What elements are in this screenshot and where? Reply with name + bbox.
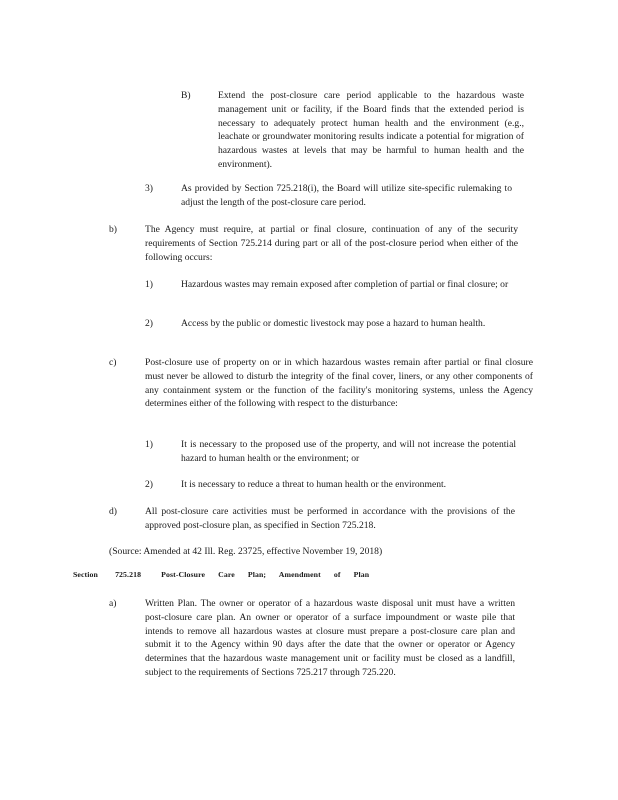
paragraph-a: Written Plan. The owner or operator of a hazardous waste disposal unit must have a written post-closure care plan. An owner or operator of a surface impoundment or waste pile that intends to remove all hazardous wastes at closure must prepare a post-closure care plan and submit it to the Agency within 90 days after the date that the owner or operator or Agency determines that the hazardous waste management unit or facility must be closed as a landfill, subject to the requirements of Sections 725.217 through 725.220. — [145, 598, 515, 678]
paragraph-B: Extend the post-closure care period applicable to the hazardous waste management unit or facility, if the Board finds that the extended period is necessary to adequately protect human health and the environment (e.g., leachate or groundwater monitoring results indicate a potential for migration of hazardous wastes at levels that may be harmful to human health and the environment). — [218, 90, 524, 170]
paragraph-b2: Access by the public or domestic livestock may pose a hazard to human health. — [181, 318, 486, 329]
item-label: 1) — [145, 439, 153, 450]
paragraph-b: The Agency must require, at partial or final closure, continuation of any of the security requirements of Section 725.214 during part or all of the post-closure period when either of the following occurs: — [145, 224, 518, 263]
section-number: 725.218 — [115, 570, 142, 579]
paragraph-3: As provided by Section 725.218(i), the Board will utilize site-specific rulemaking to adjust the length of the post-closure care period. — [181, 183, 512, 208]
section-word: Section — [73, 570, 98, 579]
source-note: (Source: Amended at 42 Ill. Reg. 23725, effective November 19, 2018) — [109, 546, 383, 557]
paragraph-c2: It is necessary to reduce a threat to human health or the environment. — [181, 479, 447, 490]
item-label: a) — [109, 598, 117, 609]
item-label: 2) — [145, 479, 153, 490]
paragraph-c: Post-closure use of property on or in which hazardous wastes remain after partial or final closure must never be allowed to disturb the integrity of the final cover, liners, or any other components of any containment system or the function of the facility's monitoring systems, unless the Agency determines either of the following with respect to the disturbance: — [145, 357, 533, 410]
section-heading — [73, 568, 369, 582]
paragraph-b1: Hazardous wastes may remain exposed after completion of partial or final closure; or — [181, 279, 509, 290]
item-label: b) — [109, 224, 117, 235]
item-label: B) — [181, 90, 191, 101]
paragraph-d: All post-closure care activities must be performed in accordance with the provisions of the approved post-closure plan, as specified in Section 725.218. — [145, 506, 515, 531]
item-label: d) — [109, 506, 117, 517]
item-label: 3) — [145, 183, 153, 194]
item-label: c) — [109, 357, 117, 368]
section-title: Post-Closure Care Plan; Amendment of Plan — [161, 570, 370, 579]
item-label: 1) — [145, 279, 153, 290]
item-label: 2) — [145, 318, 153, 329]
paragraph-c1: It is necessary to the proposed use of the property, and will not increase the potential hazard to human health or the environment; or — [181, 439, 516, 464]
